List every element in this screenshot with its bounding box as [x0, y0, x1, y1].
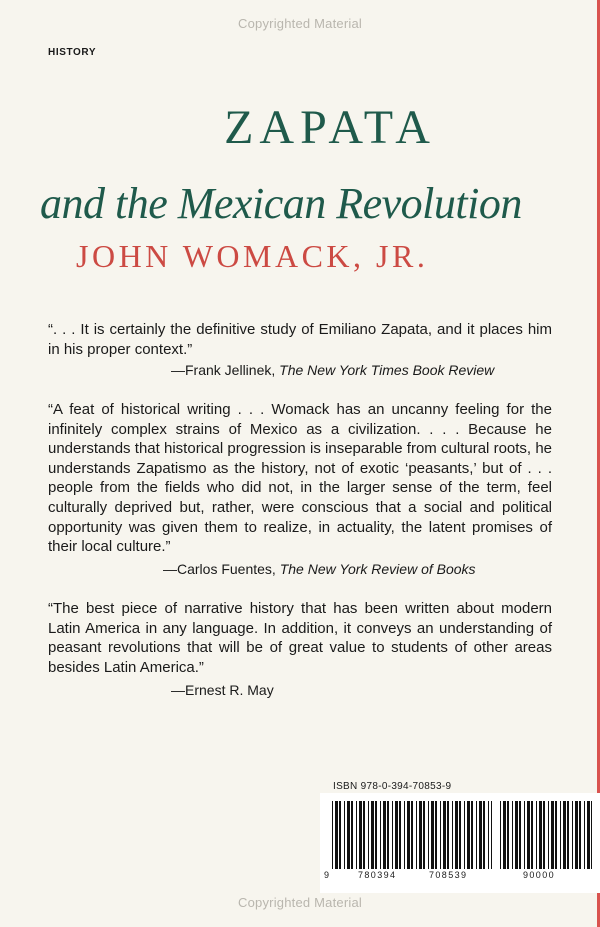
review-quote-2: “A feat of historical writing . . . Womack has an uncanny feeling for the infinitely complex strains of Mexico as a civilization. . . . Because he understands that historical progression is inseparable from cultural roots, he understands Zapatismo as the history, not of exotic ‘peasants,’ but of . . . people from the fields who did not, in the larger sense of the term, feel culturally deprived but, rather, were conscious that a social and political opportunity was given them to realize, in actuality, the latent promises of their local culture.”	[48, 401, 552, 556]
barcode-addon-bar	[503, 801, 506, 869]
barcode	[320, 793, 600, 893]
barcode-bar	[371, 801, 374, 869]
barcode-bar	[404, 801, 405, 869]
review-attribution-1	[171, 362, 494, 378]
barcode-bar	[375, 801, 377, 869]
review-attribution-3	[171, 682, 274, 698]
barcode-bar	[419, 801, 422, 869]
barcode-addon-bar	[512, 801, 513, 869]
barcode-bar	[356, 801, 357, 869]
barcode-bar	[347, 801, 350, 869]
barcode-addon-bar	[527, 801, 530, 869]
barcode-addon-bar	[536, 801, 537, 869]
barcode-bar	[407, 801, 410, 869]
barcode-bar	[399, 801, 401, 869]
barcode-addon-bar	[548, 801, 549, 869]
book-title: ZAPATA	[224, 101, 436, 154]
barcode-bar	[392, 801, 393, 869]
barcode-bar	[467, 801, 470, 869]
barcode-addon-bar	[587, 801, 590, 869]
barcode-addon-bar	[563, 801, 566, 869]
barcode-bar	[471, 801, 473, 869]
barcode-bar	[464, 801, 465, 869]
book-subtitle: and the Mexican Revolution	[40, 179, 522, 228]
barcode-addon-bar	[519, 801, 521, 869]
barcode-bar	[351, 801, 353, 869]
barcode-bar	[383, 801, 386, 869]
barcode-bar	[435, 801, 437, 869]
barcode-bar	[416, 801, 417, 869]
barcode-addon-bar	[560, 801, 561, 869]
watermark-top: Copyrighted Material	[238, 16, 362, 31]
category-label: HISTORY	[48, 47, 97, 58]
review-source: The New York Review of Books	[279, 561, 476, 577]
barcode-bar	[387, 801, 389, 869]
barcode-addon-bar	[551, 801, 554, 869]
barcode-addon-bar	[500, 801, 501, 869]
barcode-bar	[423, 801, 425, 869]
barcode-digits-left: 780394	[358, 870, 397, 880]
barcode-bar	[488, 801, 489, 869]
barcode-bar	[411, 801, 413, 869]
barcode-addon-bar	[524, 801, 525, 869]
barcode-bar	[479, 801, 482, 869]
barcode-bar	[363, 801, 365, 869]
barcode-digits-right: 708539	[429, 870, 468, 880]
barcode-addon-bar	[579, 801, 581, 869]
reviewer-name: —Carlos Fuentes,	[163, 561, 280, 577]
reviewer-name: —Frank Jellinek,	[171, 362, 280, 378]
barcode-addon-bar	[572, 801, 573, 869]
barcode-addon-bar	[567, 801, 569, 869]
barcode-bar	[335, 801, 338, 869]
barcode-addon-bar	[591, 801, 592, 869]
barcode-bar	[428, 801, 429, 869]
review-source: The New York Times Book Review	[279, 362, 495, 378]
barcode-addon-bar	[555, 801, 557, 869]
barcode-addon-bar	[515, 801, 518, 869]
barcode-bar	[447, 801, 449, 869]
barcode-bar	[459, 801, 461, 869]
barcode-bar	[339, 801, 341, 869]
barcode-bar	[395, 801, 398, 869]
barcode-addon-digits: 90000	[523, 870, 556, 880]
review-quote-1: “. . . It is certainly the definitive study of Emiliano Zapata, and it places him in his proper context.”	[48, 321, 552, 358]
barcode-bar	[452, 801, 453, 869]
barcode-bar	[344, 801, 345, 869]
barcode-bar	[431, 801, 434, 869]
barcode-addon-bar	[507, 801, 509, 869]
barcode-addon-bar	[539, 801, 542, 869]
barcode-bar	[483, 801, 485, 869]
isbn-label: ISBN 978-0-394-70853-9	[333, 781, 452, 792]
barcode-bar	[476, 801, 477, 869]
author-name: JOHN WOMACK, JR.	[76, 238, 429, 274]
review-quote-3: “The best piece of narrative history that has been written about modern Latin America in any language. In addition, it conveys an understanding of peasant revolutions that will be of great value to students of other areas besides Latin America.”	[48, 600, 552, 676]
barcode-bar	[455, 801, 458, 869]
barcode-bar	[368, 801, 369, 869]
watermark-bottom: Copyrighted Material	[238, 895, 362, 910]
barcode-addon-bar	[531, 801, 533, 869]
review-attribution-2	[163, 561, 476, 577]
barcode-bar	[359, 801, 362, 869]
barcode-bar	[380, 801, 381, 869]
reviewer-name: —Ernest R. May	[171, 682, 274, 698]
barcode-addon-bar	[543, 801, 545, 869]
barcode-addon-bar	[575, 801, 578, 869]
barcode-bar	[440, 801, 441, 869]
barcode-addon-bar	[584, 801, 585, 869]
barcode-bar	[443, 801, 446, 869]
barcode-bar	[491, 801, 492, 869]
barcode-digit-first: 9	[324, 870, 331, 880]
barcode-bar	[332, 801, 333, 869]
